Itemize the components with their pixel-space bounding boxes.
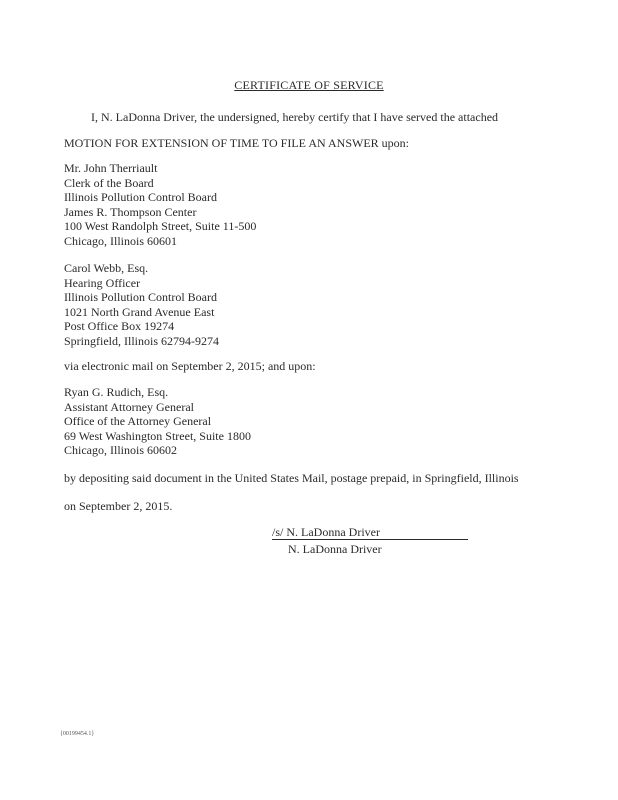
address-line: Post Office Box 19274 [64,319,175,334]
recipient-address-block-1 [64,161,256,249]
service-date: on September 2, 2015. [64,499,173,513]
address-line: Springfield, Illinois 62794-9274 [64,333,219,348]
address-line: Chicago, Illinois 60602 [64,443,177,458]
signature-printed-name: N. LaDonna Driver [288,542,382,556]
intro-line-1: I, N. LaDonna Driver, the undersigned, hereby certify that I have served the attached [91,110,499,124]
signature-electronic: /s/ N. LaDonna Driver [272,525,380,539]
document-title: CERTIFICATE OF SERVICE [234,78,384,92]
address-line: Mr. John Therriault [64,161,158,175]
address-line: Ryan G. Rudich, Esq. [64,385,169,399]
recipient-address-block-3 [64,385,251,458]
address-line: 100 West Randolph Street, Suite 11-500 [64,219,257,234]
address-line: Assistant Attorney General [64,399,194,414]
address-line: Illinois Pollution Control Board [64,190,218,205]
recipient-address-block-2 [64,261,219,349]
signature-rule [272,539,468,540]
address-line: Illinois Pollution Control Board [64,290,218,305]
intro-line-2: MOTION FOR EXTENSION OF TIME TO FILE AN ANSWER upon: [64,136,410,150]
address-line: Clerk of the Board [64,175,154,190]
service-method-2: by depositing said document in the United States Mail, postage prepaid, in Springfield, Illinois [64,471,519,485]
address-line: 1021 North Grand Avenue East [64,304,215,319]
address-line: Office of the Attorney General [64,414,212,429]
service-method-1: via electronic mail on September 2, 2015; and upon: [64,359,316,373]
address-line: 69 West Washington Street, Suite 1800 [64,428,251,443]
address-line: Carol Webb, Esq. [64,261,149,275]
address-line: Hearing Officer [64,275,141,290]
address-line: James R. Thompson Center [64,204,197,219]
address-line: Chicago, Illinois 60601 [64,233,177,248]
document-footer-code: {00199454.1} [60,731,95,737]
